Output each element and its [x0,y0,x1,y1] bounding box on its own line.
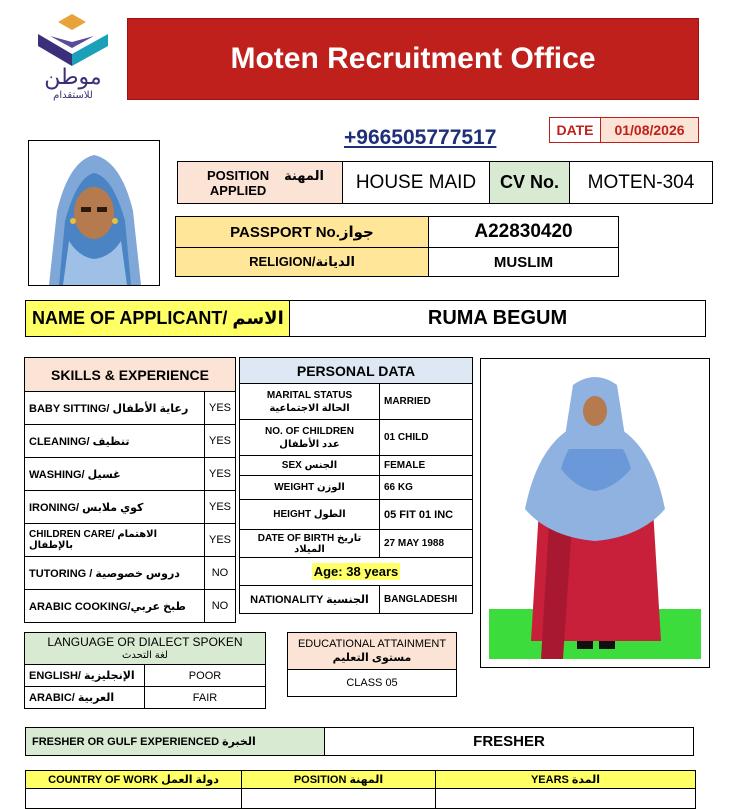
language-value: FAIR [145,687,266,709]
nationality-value: BANGLADESHI [380,586,473,614]
language-value: POOR [145,665,266,687]
marital-status-label [240,384,380,420]
sex-value: FEMALE [380,456,473,476]
skill-label: CLEANING/ تنظيف [25,425,205,458]
skill-value: NO [204,590,235,623]
applicant-name-label: NAME OF APPLICANT/ الاسم [25,300,290,337]
work-col-country: COUNTRY OF WORK دولة العمل [26,771,242,789]
skill-value: YES [204,491,235,524]
company-logo [30,14,116,106]
logo-arabic-text: موطن [44,65,102,90]
skill-label: BABY SITTING/ رعاية الأطفال [25,392,205,425]
work-history-table [25,770,696,809]
date-value: 01/08/2026 [600,117,699,143]
skills-table [24,357,236,623]
phone-number[interactable]: +966505777517 [344,126,497,149]
education-title [287,632,457,670]
skill-label: CHILDREN CARE/ الاهتمام بالإطفال [25,524,205,557]
marital-status-value: MARRIED [380,384,473,420]
work-col-years: YEARS المدة [436,771,696,789]
skill-value: YES [204,392,235,425]
skills-title: SKILLS & EXPERIENCE [25,358,236,392]
experience-value: FRESHER [324,727,694,756]
language-label: ARABIC/ العربية [25,687,145,709]
applicant-portrait-photo [28,140,160,286]
skill-value: YES [204,524,235,557]
cv-number-label: CV No. [489,161,570,204]
education-title-ar: مستوى التعليم [332,652,412,664]
logo-arabic-subtext: للاستقدام [53,90,93,101]
passport-label: PASSPORT No.جواز [175,216,429,248]
religion-value: MUSLIM [428,247,619,277]
skill-label: WASHING/ غسيل [25,458,205,491]
marital-label-en: MARITAL STATUS [266,389,353,401]
weight-value: 66 KG [380,476,473,500]
nationality-label: NATIONALITY الجنسية [240,586,380,614]
position-label [177,161,343,204]
children-label-en: NO. OF CHILDREN [265,425,354,437]
language-title-ar: لغة التحدث [122,649,168,661]
skill-label: ARABIC COOKING/طبخ عربي [25,590,205,623]
language-title [25,633,266,665]
children-label [240,420,380,456]
work-cell [436,789,696,809]
language-table [24,632,266,709]
cv-number-value: MOTEN-304 [569,161,713,204]
applicant-name-value: RUMA BEGUM [289,300,706,337]
education-value: CLASS 05 [287,669,457,697]
position-label-en: POSITION APPLIED [207,167,270,198]
dob-label: DATE OF BIRTH تاريخ الميلاد [240,530,380,558]
marital-label-ar: الحالة الاجتماعية [269,402,350,414]
experience-label: FRESHER OR GULF EXPERIENCED الخبرة [25,727,325,756]
position-value: HOUSE MAID [342,161,490,204]
skill-value: NO [204,557,235,590]
sex-label: SEX الجنس [240,456,380,476]
height-label: HEIGHT الطول [240,500,380,530]
work-cell [26,789,242,809]
applicant-full-body-photo [480,358,710,668]
skill-value: YES [204,425,235,458]
personal-data-table [239,357,473,614]
office-title-banner: Moten Recruitment Office [127,18,699,100]
skill-value: YES [204,458,235,491]
language-label: ENGLISH/ الإنجليزية [25,665,145,687]
work-col-position: POSITION المهنة [242,771,436,789]
logo-chevron-icon [30,14,116,70]
children-value: 01 CHILD [380,420,473,456]
age-value: Age: 38 years [313,564,399,579]
work-cell [242,789,436,809]
religion-label: RELIGION/الديانة [175,247,429,277]
weight-label: WEIGHT الوزن [240,476,380,500]
skill-label: IRONING/ كوي ملابس [25,491,205,524]
personal-data-title: PERSONAL DATA [240,358,473,384]
position-label-ar: المهنة [284,168,324,183]
education-title-en: EDUCATIONAL ATTAINMENT [297,638,447,650]
height-value: 05 FIT 01 INC [380,500,473,530]
passport-value: A22830420 [428,216,619,248]
dob-value: 27 MAY 1988 [380,530,473,558]
age-cell [240,558,473,586]
language-title-en: LANGUAGE OR DIALECT SPOKEN [47,634,243,649]
skill-label: TUTORING / دروس خصوصية [25,557,205,590]
date-label: DATE [549,117,601,143]
children-label-ar: عدد الأطفال [279,438,340,450]
